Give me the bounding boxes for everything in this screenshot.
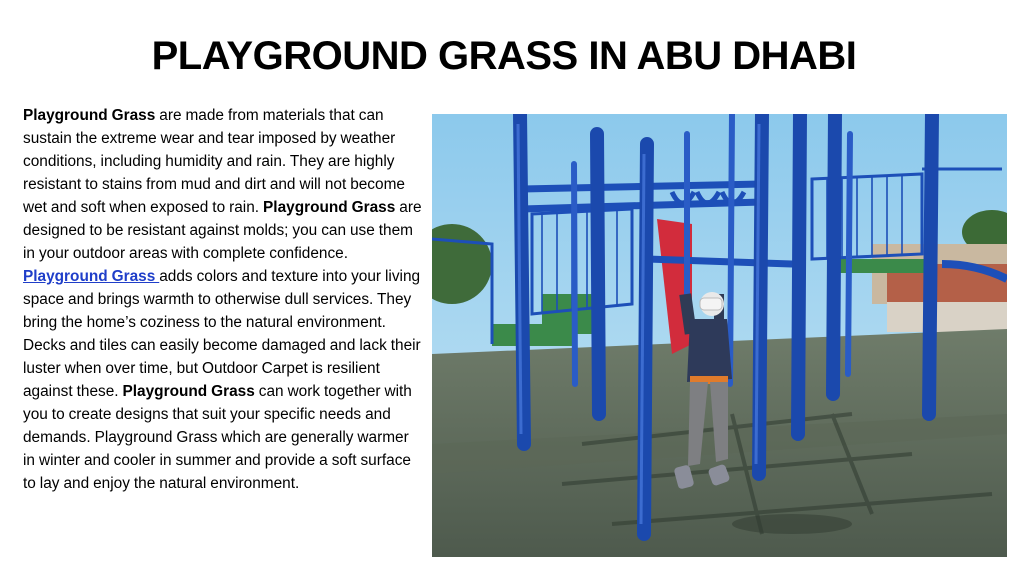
text-segment-4: can work together with you to create designs that suit your specific needs and demands. Playground Grass which are generally warmer in winter and cooler in summer and provide a soft surface to lay and enjoy the natural environment. [23,383,412,492]
text-segment-1: are made from materials that can sustain the extreme wear and tear imposed by weather conditions, including humidity and rain. They are highly resistant to stains from mud and dirt and will not become wet and soft when exposed to rain. [23,107,405,216]
text-segment-3: adds colors and texture into your living space and brings warmth to otherwise dull services. They bring the home’s coziness to the natural environment. Decks and tiles can easily become damaged and lack their luster when over time, but Outdoor Carpet is resilient against these. [23,268,421,400]
slide-title: PLAYGROUND GRASS IN ABU DHABI [151,34,857,78]
body-paragraph [23,104,423,495]
keyword-bold-2: Playground Grass [263,199,396,216]
playground-illustration [432,114,1007,557]
playground-photo [432,114,1007,557]
keyword-bold-3: Playground Grass [122,383,255,400]
keyword-bold-1: Playground Grass [23,107,156,124]
text-segment-2: are designed to be resistant against molds; you can use them in your outdoor areas with complete confidence. [23,199,422,262]
playground-grass-link[interactable]: Playground Grass [23,268,160,285]
